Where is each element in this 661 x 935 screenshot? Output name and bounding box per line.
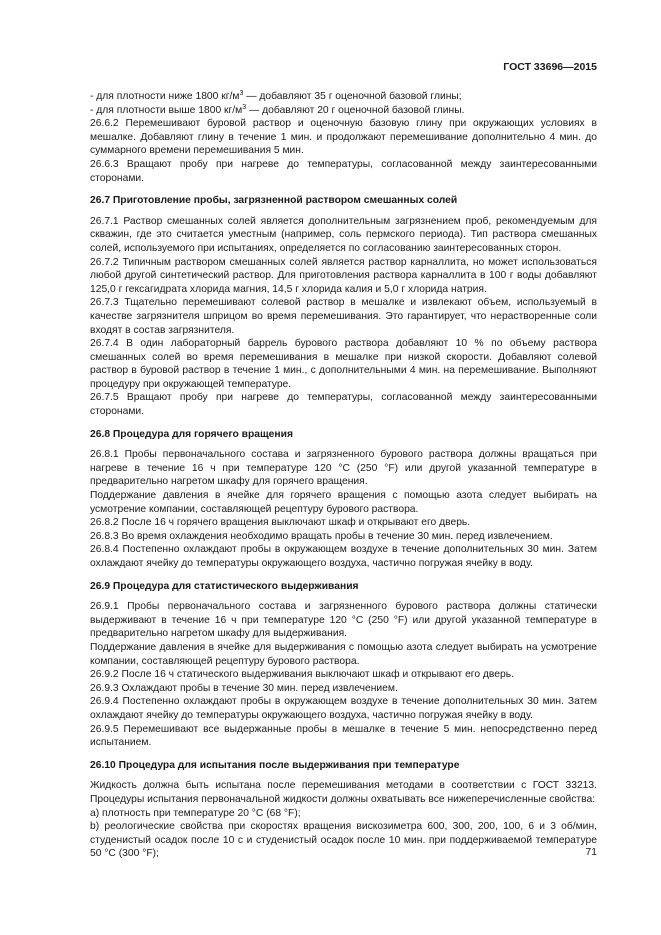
page-content [90, 90, 597, 861]
paragraph: Поддержание давления в ячейке для горячего вращения с помощью азота следует выбирать на усмотрение компании, составляющей рецептуру бурового раствора. [90, 490, 597, 515]
paragraph: 26.6.2 Перемешивают буровой раствор и оценочную базовую глину при окружающих условиях в мешалке. Добавляют глину в течение 1 мин. и продолжают перемешивание дополнительно 4 мин. до суммарного времени перемешивания 5 мин. [90, 118, 597, 157]
section-heading: 26.10 Процедура для испытания после выдерживания при температуре [90, 759, 460, 771]
list-item: b) реологические свойства при скоростях вращения вискозиметра 600, 300, 200, 100, 6 и 3 об/мин, студенистый осадок после 10 с и студенистый осадок после 10 мин. при поддерживаемой температуре 50 °C (300 °F); [90, 821, 597, 860]
paragraph: 26.9.5 Перемешивают все выдержанные пробы в мешалке в течение 5 мин. непосредственно перед испытанием. [90, 723, 597, 749]
paragraph: 26.9.4 Постепенно охлаждают пробы в окружающем воздухе в течение дополнительных 30 мин. Затем охлаждают ячейку до температуры окружающего воздуха, частично погружая ячейку в воду. [90, 696, 597, 721]
paragraph: - для плотности выше 1800 $кг/м^3$ — добавляют 20 г оценочной базовой глины. [90, 103, 465, 116]
section-heading: 26.7 Приготовление пробы, загрязненной раствором смешанных солей [90, 195, 458, 207]
paragraph: 26.8.2 После 16 ч горячего вращения выключают шкаф и открывают его дверь. [90, 517, 471, 529]
section-heading: 26.8 Процедура для горячего вращения [90, 428, 293, 440]
list-item: a) плотность при температуре 20 °C (68 °F); [90, 807, 301, 819]
paragraph: 26.9.3 Охлаждают пробы в течение 30 мин. перед извлечением. [90, 682, 398, 694]
paragraph: 26.8.1 Пробы первоначального состава и загрязненного бурового раствора должны вращаться при нагреве в течение 16 ч при температуре 120 °C (250 °F) или другой указанной температуре в предварительно нагретом шкафу для горячего вращения. [90, 449, 597, 488]
page-number: 71 [585, 847, 597, 858]
section-heading: 26.9 Процедура для статистического выдерживания [90, 580, 359, 592]
paragraph: 26.6.3 Вращают пробу при нагреве до температуры, согласованной между заинтересованными сторонами. [90, 158, 597, 184]
paragraph: Поддержание давления в ячейке для выдерживания с помощью азота следует выбирать на усмотрение компании, составляющей рецептуру бурового раствора. [90, 641, 597, 667]
paragraph: 26.7.3 Тщательно перемешивают солевой раствор в мешалке и извлекают объем, используемый в качестве загрязнителя шприцом во время перемешивания. Это гарантирует, что нерастворенные соли входят в состав загрязнителя. [90, 297, 597, 336]
paragraph: 26.7.2 Типичным раствором смешанных солей является раствор карналлита, но может использоваться любой другой синтетический раствор. Для приготовления раствора карналлита в 100 г воды добавляют 125,0 г гексагидрата хлорида магния, 14,5 г хлорида калия и 5,0 г хлорида натрия. [90, 256, 597, 295]
paragraph: 26.8.4 Постепенно охлаждают пробы в окружающем воздухе в течение дополнительных 30 мин. Затем охлаждают ячейку до температуры окружающего воздуха, частично погружая ячейку в воду. [90, 544, 597, 569]
paragraph: 26.7.4 В один лабораторный баррель бурового раствора добавляют 10 % по объему раствора смешанных солей во время перемешивания в мешалке при низкой скорости. Добавляют солевой раствор в буровой раствор в течение 1 мин., с дополнительными 4 мин. на перемешивание. Выполняют процедуру при окружающей температуре. [90, 338, 597, 390]
paragraph: 26.9.1 Пробы первоначального состава и загрязненного бурового раствора должны статически выдерживают в течение 16 ч при температуре 120 °C (250 °F) или другой указанной температуре в предварительно нагретом шкафу для выдерживания. [90, 601, 597, 640]
paragraph: 26.9.2 После 16 ч статического выдерживания выключают шкаф и открывают его дверь. [90, 669, 514, 681]
paragraph: 26.7.5 Вращают пробу при нагреве до температуры, согласованной между заинтересованными сторонами. [90, 392, 597, 418]
paragraph: 26.8.3 Во время охлаждения необходимо вращать пробы в течение 30 мин. перед извлечением. [90, 530, 553, 542]
paragraph: 26.7.1 Раствор смешанных солей является дополнительным загрязнением проб, рекомендуемым для скважин, где это считается уместным (например, соль пермского периода). Тип раствора смешанных солей, используемого при испытаниях, определяется по согласованию заинтересованных сторон. [90, 215, 597, 254]
paragraph: Жидкость должна быть испытана после перемешивания методами в соответствии с ГОСТ 33213. Процедуры испытания первоначальной жидкости должны охватывать все нижеперечисленные свойства: [90, 780, 597, 805]
paragraph: - для плотности ниже 1800 $кг/м^3$ — добавляют 35 г оценочной базовой глины; [90, 90, 462, 102]
standard-header: ГОСТ 33696—2015 [503, 61, 597, 73]
